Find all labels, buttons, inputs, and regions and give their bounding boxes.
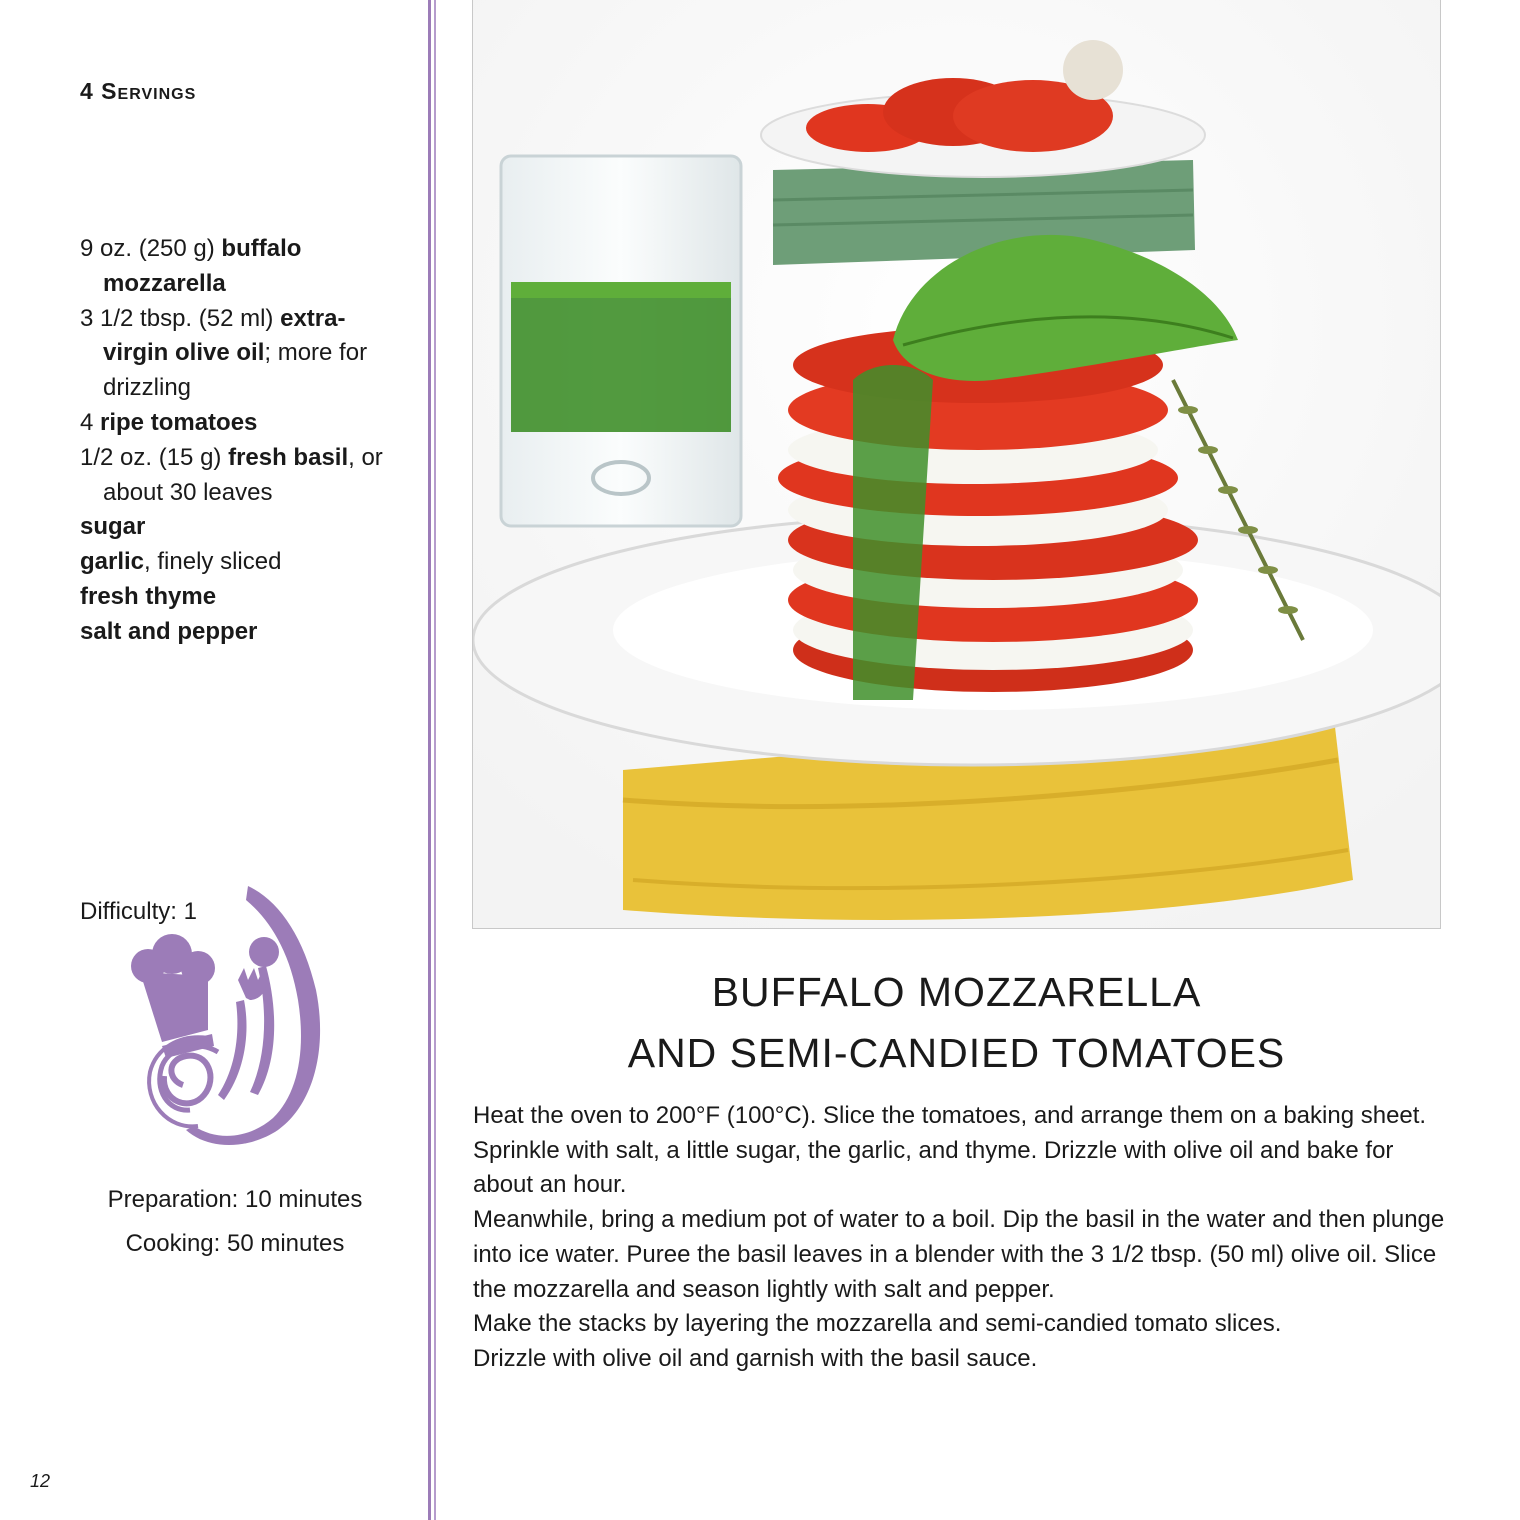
difficulty-label: Difficulty: 1 <box>80 898 197 925</box>
method-paragraph: Heat the oven to 200°F (100°C). Slice the tomatoes, and arrange them on a baking sheet. Sprinkle with salt, a little sugar, the garlic, and thyme. Drizzle with olive oil and bake for about an hour. <box>473 1102 1427 1199</box>
recipe-title-line2: AND SEMI-CANDIED TOMATOES <box>627 1030 1286 1076</box>
dish-photo <box>472 0 1441 929</box>
ingredient-item: fresh thyme <box>80 582 217 610</box>
column-divider-inner <box>434 0 436 1520</box>
method-paragraph: Meanwhile, bring a medium pot of water to a boil. Dip the basil in the water and then plunge into ice water. Puree the basil leaves in a blender with the 3 1/2 tbsp. (50 ml) olive oil. Slice the mozzarella and season lightly with salt and pepper. <box>473 1206 1445 1303</box>
dish-illustration <box>473 0 1441 929</box>
timing-info <box>60 1178 410 1266</box>
ingredient-item: garlic, finely sliced <box>80 548 282 576</box>
ingredient-item: 1/2 oz. (15 g) fresh basil, or about 30 leaves <box>80 443 383 506</box>
preparation-time: Preparation: 10 minutes <box>107 1186 363 1213</box>
chef-hat-utensils-icon <box>128 880 328 1145</box>
servings-label: 4 Servings <box>80 78 197 104</box>
method-paragraph: Make the stacks by layering the mozzarella and semi-candied tomato slices. <box>473 1310 1282 1338</box>
recipe-method <box>473 1099 1445 1377</box>
ingredient-item: sugar <box>80 513 146 541</box>
recipe-title-line1: BUFFALO MOZZARELLA <box>711 969 1202 1015</box>
method-paragraph: Drizzle with olive oil and garnish with the basil sauce. <box>473 1344 1038 1372</box>
ingredient-list <box>80 232 410 650</box>
column-divider <box>428 0 431 1520</box>
ingredient-item: 3 1/2 tbsp. (52 ml) extra-virgin olive oil; more for drizzling <box>80 304 368 402</box>
cooking-time: Cooking: 50 minutes <box>125 1230 345 1257</box>
ingredient-item: 9 oz. (250 g) buffalo mozzarella <box>80 235 302 297</box>
page-number: 12 <box>30 1471 51 1491</box>
ingredient-item: salt and pepper <box>80 617 258 645</box>
ingredient-item: 4 ripe tomatoes <box>80 408 258 436</box>
recipe-title <box>472 962 1441 1084</box>
